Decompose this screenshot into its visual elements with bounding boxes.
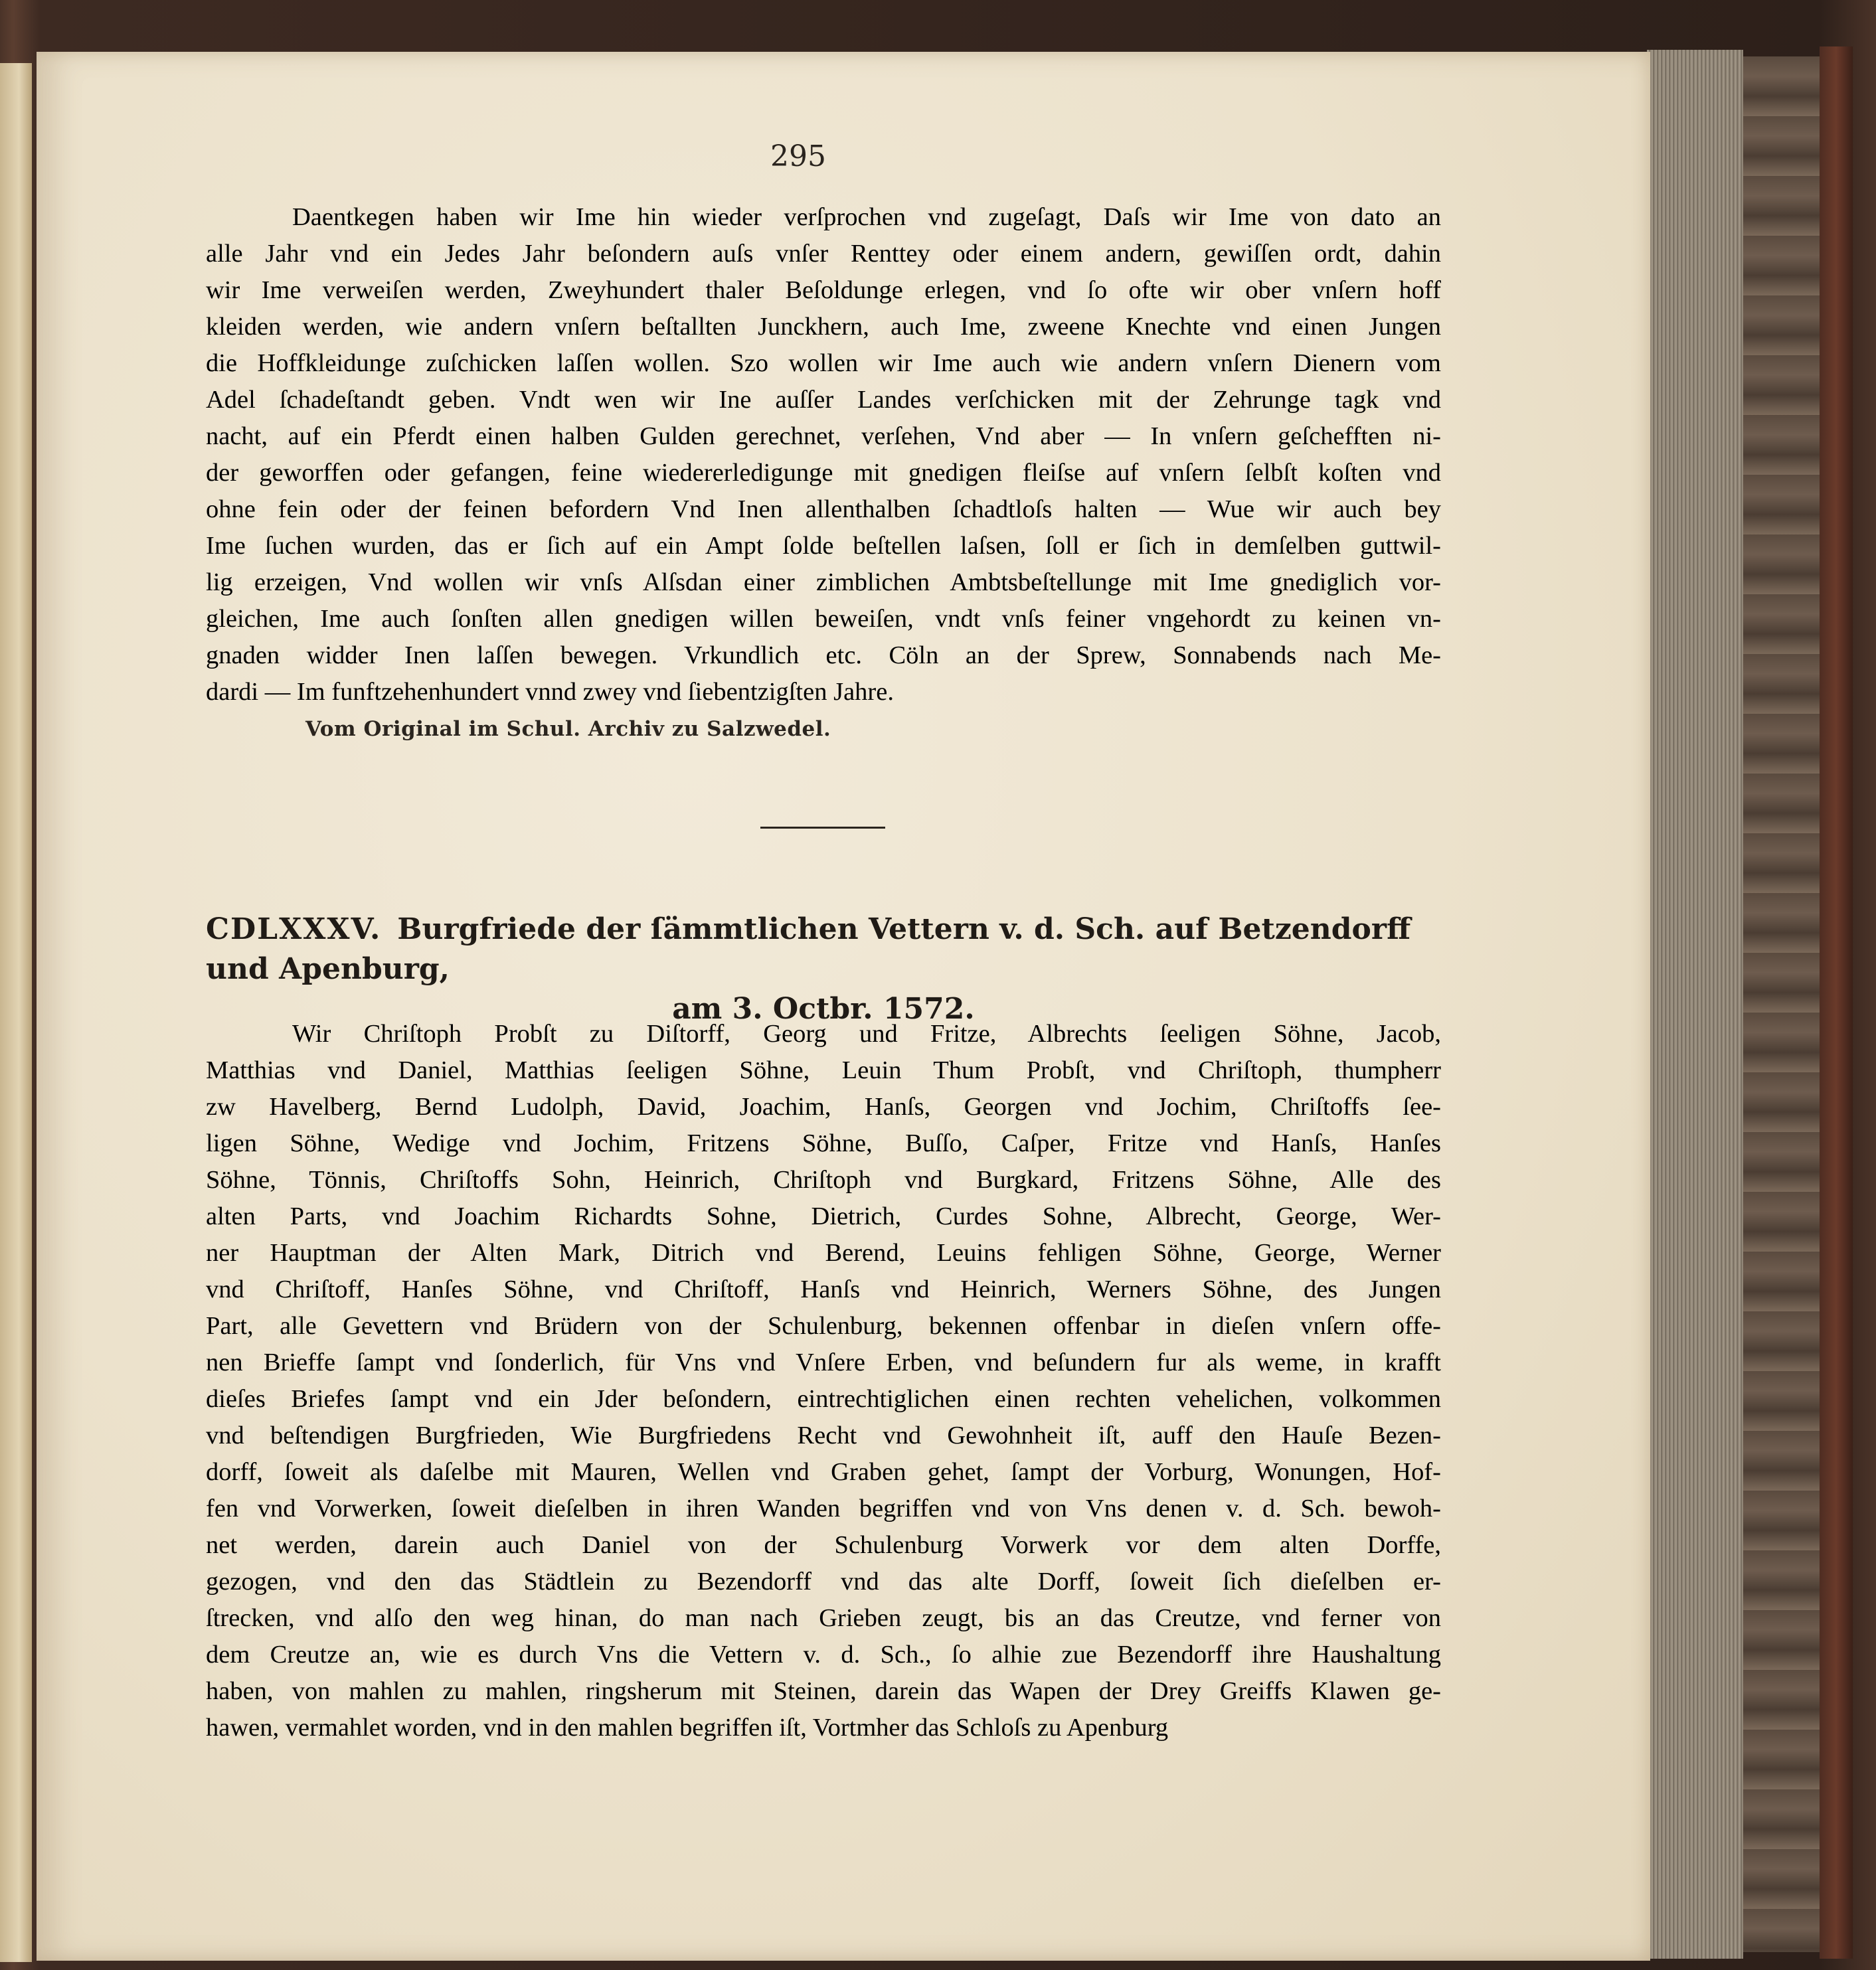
paragraph1-line: die Hoffkleidunge zuſchicken laſſen wollen. Szo wollen wir Ime auch wie andern vnſern Dienern vom: [206, 349, 1441, 377]
paragraph1-line: ohne fein oder der feinen befordern Vnd Inen allenthalben ſchadtloſs halten — Wue wir auch bey: [206, 495, 1441, 523]
page-block-edge: [1647, 50, 1743, 1959]
source-note: Vom Original im Schul. Archiv zu Salzwedel.: [305, 717, 831, 741]
paragraph1-line: Daentkegen haben wir Ime hin wieder verſprochen vnd zugeſagt, Daſs wir Ime von dato an: [292, 203, 1441, 231]
paragraph2-line: gezogen, vnd den das Städtlein zu Bezendorff vnd das alte Dorff, ſoweit ſich dieſelben er-: [206, 1568, 1441, 1596]
paragraph1-line: kleiden werden, wie andern vnſern beſtallten Junckhern, auch Ime, zweene Knechte vnd einen Jungen: [206, 313, 1441, 341]
paragraph2-line: nen Brieffe ſampt vnd ſonderlich, für Vns vnd Vnſere Erben, vnd beſundern fur als weme, in krafft: [206, 1349, 1441, 1376]
paragraph1-line: lig erzeigen, Vnd wollen wir vnſs Alſsdan einer zimblichen Ambtsbeſtellunge mit Ime gnediglich vor-: [206, 568, 1441, 596]
paragraph2-line: Matthias vnd Daniel, Matthias ſeeligen Söhne, Leuin Thum Probſt, vnd Chriſtoph, thumpherr: [206, 1056, 1441, 1084]
paragraph2-line: hawen, vermahlet worden, vnd in den mahlen begriffen iſt, Vortmher das Schloſs zu Apenburg: [206, 1714, 1169, 1742]
paragraph2-line: fen vnd Vorwerken, ſoweit dieſelben in ihren Wanden begriffen vnd von Vns denen v. d. Sch. bewoh-: [206, 1495, 1441, 1522]
paragraph2-line: dem Creutze an, wie es durch Vns die Vettern v. d. Sch., ſo alhie zue Bezendorff ihre Haushaltung: [206, 1641, 1441, 1669]
paragraph-continuation: [206, 199, 1441, 710]
paragraph2-line: Part, alle Gevettern vnd Brüdern von der Schulenburg, bekennen offenbar in dieſen vnſern offe-: [206, 1312, 1441, 1340]
paragraph2-line: ſtrecken, vnd alſo den weg hinan, do man nach Grieben zeugt, bis an das Creutze, vnd ferner von: [206, 1604, 1441, 1632]
marbled-edge: [1743, 56, 1820, 1952]
paragraph2-line: haben, von mahlen zu mahlen, ringsherum mit Steinen, darein das Wapen der Drey Greiffs Klawen ge-: [206, 1677, 1441, 1705]
paragraph1-line: Adel ſchadeſtandt geben. Vndt wen wir Ine auſſer Landes verſchicken mit der Zehrunge tagk vnd: [206, 386, 1441, 414]
paragraph2-line: Söhne, Tönnis, Chriſtoffs Sohn, Heinrich, Chriſtoph vnd Burgkard, Fritzens Söhne, Alle des: [206, 1166, 1441, 1194]
page-number: 295: [770, 139, 826, 173]
paragraph1-line: gnaden widder Inen laſſen bewegen. Vrkundlich etc. Cöln an der Sprew, Sonnabends nach Me-: [206, 641, 1441, 669]
paragraph2-line: dieſes Briefes ſampt vnd ein Jder beſondern, eintrechtiglichen einen rechten vehelichen, volkommen: [206, 1385, 1441, 1413]
paragraph2-line: ner Hauptman der Alten Mark, Ditrich vnd Berend, Leuins fehligen Söhne, George, Werner: [206, 1239, 1441, 1267]
paragraph1-line: gleichen, Ime auch ſonſten allen gnedigen willen beweiſen, vndt vnſs feiner vngehordt zu keinen vn-: [206, 605, 1441, 633]
section-divider: [760, 827, 885, 829]
paragraph1-line: alle Jahr vnd ein Jedes Jahr beſondern auſs vnſer Renttey oder einem andern, gewiſſen ordt, dahin: [206, 240, 1441, 268]
heading-date: am 3. Octbr. 1572.: [672, 992, 975, 1026]
facing-page-edge: [0, 63, 32, 1962]
paragraph2-line: Wir Chriſtoph Probſt zu Diſtorff, Georg und Fritze, Albrechts ſeeligen Söhne, Jacob,: [292, 1020, 1441, 1048]
paragraph1-line: wir Ime verweiſen werden, Zweyhundert thaler Beſoldunge erlegen, vnd ſo ofte wir ober vnſern hoff: [206, 276, 1441, 304]
document-body: [206, 1016, 1441, 1746]
document-number: CDLXXXV.: [206, 912, 382, 946]
paragraph2-line: vnd Chriſtoff, Hanſes Söhne, vnd Chriſtoff, Hanſs vnd Heinrich, Werners Söhne, des Jungen: [206, 1275, 1441, 1303]
paragraph1-line: der geworffen oder gefangen, feine wiedererledigunge mit gnedigen fleiſse auf vnſern ſelbſt koſten vnd: [206, 459, 1441, 487]
paragraph1-line: nacht, auf ein Pferdt einen halben Gulden gerechnet, verſehen, Vnd aber — In vnſern geſchefften ni-: [206, 422, 1441, 450]
paragraph2-line: ligen Söhne, Wedige vnd Jochim, Fritzens Söhne, Buſſo, Caſper, Fritze vnd Hanſs, Hanſes: [206, 1129, 1441, 1157]
paragraph2-line: alten Parts, vnd Joachim Richardts Sohne, Dietrich, Curdes Sohne, Albrecht, George, Wer-: [206, 1202, 1441, 1230]
book-cover-edge: [1820, 46, 1853, 1959]
paragraph2-line: net werden, darein auch Daniel von der Schulenburg Vorwerk vor dem alten Dorffe,: [206, 1531, 1441, 1559]
paragraph2-line: vnd beſtendigen Burgfrieden, Wie Burgfriedens Recht vnd Gewohnheit iſt, auff den Hauſe Bezen-: [206, 1422, 1441, 1449]
document-heading: [206, 910, 1441, 1029]
paragraph2-line: dorff, ſoweit als daſelbe mit Mauren, Wellen vnd Graben gehet, ſampt der Vorburg, Wonungen, Hof-: [206, 1458, 1441, 1486]
paragraph1-line: Ime ſuchen wurden, das er ſich auf ein Ampt ſolde beſtellen laſsen, ſoll er ſich in demſelben guttwil-: [206, 532, 1441, 560]
paragraph1-line: dardi — Im funftzehenhundert vnnd zwey vnd ſiebentzigſten Jahre.: [206, 678, 894, 706]
heading-title-line1: Burgfriede der ſämmtlichen Vettern v. d. Sch. auf Betzendorff und Apenburg,: [206, 912, 1411, 986]
paragraph2-line: zw Havelberg, Bernd Ludolph, David, Joachim, Hanſs, Georgen vnd Jochim, Chriſtoffs ſee-: [206, 1093, 1441, 1121]
